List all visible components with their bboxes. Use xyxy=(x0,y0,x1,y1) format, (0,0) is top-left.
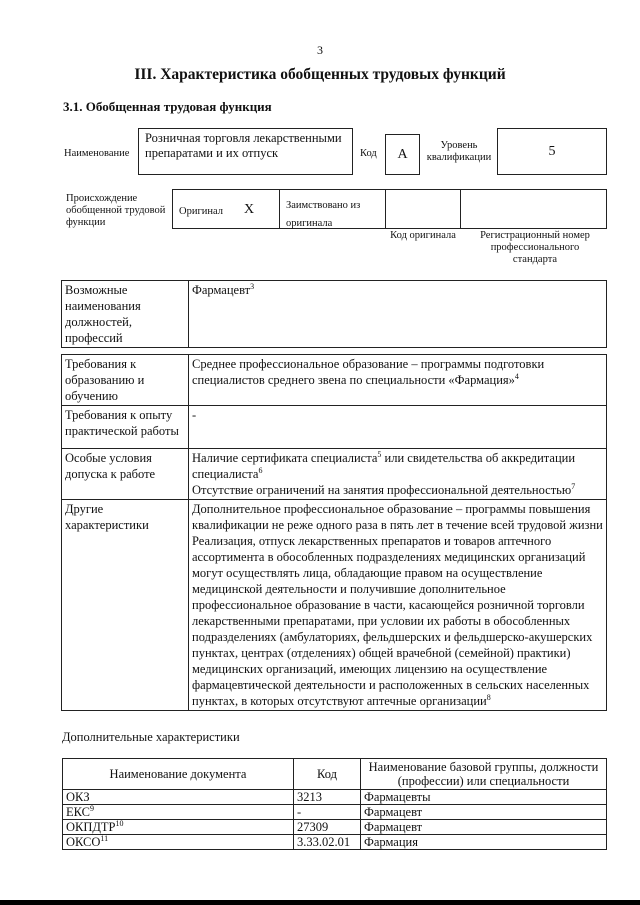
col-header-code: Код xyxy=(294,759,361,790)
original-label: Оригинал xyxy=(179,206,223,217)
code-cell: 3213 xyxy=(294,790,361,805)
positions-value: Фармацевт$^3$ xyxy=(189,281,607,348)
requirement-value: Среднее профессиональное образование – программы подготовки специалистов среднего звена по специальности «Фармация»$^4$ xyxy=(189,355,607,406)
function-name: Розничная торговля лекарственными препаратами и их отпуск xyxy=(138,128,353,175)
requirement-label: Требования к образованию и обучению xyxy=(62,355,189,406)
name-cell: Фармация xyxy=(361,835,607,850)
requirement-label: Особые условия допуска к работе xyxy=(62,449,189,500)
section-title: III. Характеристика обобщенных трудовых функций xyxy=(134,66,506,83)
additional-table xyxy=(62,758,607,850)
name-cell: Фармацевты xyxy=(361,790,607,805)
requirement-label: Требования к опыту практической работы xyxy=(62,406,189,449)
table-row xyxy=(63,805,607,820)
requirement-row xyxy=(62,355,607,406)
borrowed-label: Заимствовано из оригинала xyxy=(286,200,361,229)
positions-table xyxy=(61,280,607,348)
name-label: Наименование xyxy=(64,148,130,159)
code-label: Код xyxy=(360,148,377,159)
code-cell: - xyxy=(294,805,361,820)
col-header-document: Наименование документа xyxy=(63,759,294,790)
additional-title: Дополнительные характеристики xyxy=(62,730,240,744)
col-header-name: Наименование базовой группы, должности (профессии) или специальности xyxy=(361,759,607,790)
table-row xyxy=(63,835,607,850)
doc-cell: ОКПДТР$^{10}$ xyxy=(63,820,294,835)
requirement-value: - xyxy=(189,406,607,449)
origin-label: Происхождение обобщенной трудовой функции xyxy=(66,193,166,228)
original-mark: X xyxy=(244,202,255,217)
reg-caption: Регистрационный номер профессионального стандарта xyxy=(480,230,590,265)
positions-label: Возможные наименования должностей, профессий xyxy=(62,281,189,348)
table-row xyxy=(63,790,607,805)
doc-cell: ОКЗ xyxy=(63,790,294,805)
name-cell: Фармацевт xyxy=(361,805,607,820)
requirement-value: Дополнительное профессиональное образование – программы повышения квалификации не реже одного раза в пять лет в течение всей трудовой жизни Реализация, отпуск лекарственных препаратов и товаров аптечного ассортимента в обособленных подразделениях медицинских организаций могут осуществлять лица, обладающие правом на осуществление медицинской деятельности и получившие дополнительное профессиональное образование в части, касающейся розничной торговли лекарственными препаратами, при условии их работы в обособленных подразделениях (амбулаториях, фельдшерских и фельдшерско-акушерских пунктах, центрах (отделениях) общей врачебной (семейной) практики) медицинских организаций, имеющих лицензию на осуществление фармацевтической деятельности и расположенных в сельских населенных пунктах, в которых отсутствуют аптечные организации$^8$ xyxy=(189,500,607,711)
requirements-table xyxy=(61,354,607,711)
code-cell: 3.33.02.01 xyxy=(294,835,361,850)
scan-edge xyxy=(0,900,640,905)
requirement-label: Другие характеристики xyxy=(62,500,189,711)
requirement-row xyxy=(62,449,607,500)
name-cell: Фармацевт xyxy=(361,820,607,835)
code-value: А xyxy=(385,134,420,175)
level-value: 5 xyxy=(497,128,607,175)
reg-number-cell xyxy=(460,189,607,229)
doc-cell: ЕКС$^9$ xyxy=(63,805,294,820)
subsection-title: 3.1. Обобщенная трудовая функция xyxy=(63,99,272,114)
code-caption: Код оригинала xyxy=(390,230,456,241)
original-cell xyxy=(172,189,280,229)
requirement-value: Наличие сертификата специалиста$^5$ или свидетельства об аккредитации специалиста$^6$ Отсутствие ограничений на занятия профессиональной деятельностью$^7$ xyxy=(189,449,607,500)
requirement-row xyxy=(62,500,607,711)
requirement-row xyxy=(62,406,607,449)
page-number: 3 xyxy=(317,43,323,57)
original-code-cell xyxy=(385,189,461,229)
borrowed-cell xyxy=(279,189,386,229)
table-row xyxy=(63,820,607,835)
level-label: Уровень квалификации xyxy=(426,140,492,163)
code-cell: 27309 xyxy=(294,820,361,835)
doc-cell: ОКСО$^{11}$ xyxy=(63,835,294,850)
